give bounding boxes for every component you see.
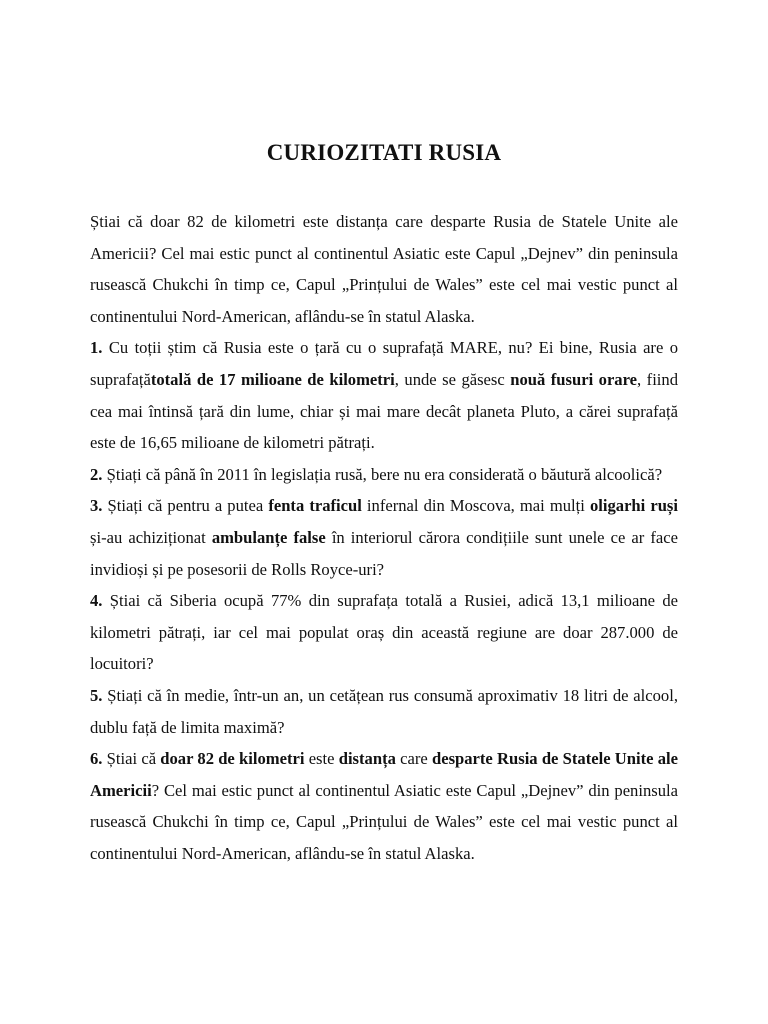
bold-phrase: distanța [338, 749, 396, 769]
item-number: 1. [90, 338, 103, 358]
bold-phrase: nouă fusuri orare [510, 369, 638, 389]
item-number: 6. [90, 749, 103, 769]
bold-phrase: desparte Rusia de Statele Unite ale Americii [90, 749, 678, 800]
bold-phrase: doar 82 de kilometri [160, 749, 305, 769]
item-number: 3. [90, 496, 103, 516]
list-item-5: 5. Știați că în medie, într-un an, un cetățean rus consumă aproximativ 18 litri de alcool, dublu față de limita maximă? [90, 685, 678, 737]
bold-phrase: oligarhi ruși [589, 496, 678, 516]
document-body [90, 206, 678, 869]
document-title: CURIOZITATI RUSIA [266, 140, 502, 165]
bold-phrase: totală de 17 milioane de kilometri [150, 369, 395, 389]
list-item-1: 1. Cu toții știm că Rusia este o țară cu o suprafață MARE, nu? Ei bine, Rusia are o suprafațătotală de 17 milioane de kilometri, unde se găsesc nouă fusuri orare, fiind cea mai întinsă țară din lume, chiar și mai mare decât planeta Pluto, a cărei suprafață este de 16,65 milioane de kilometri pătrați. [90, 338, 679, 453]
item-number: 4. [90, 591, 103, 611]
list-item-2: 2. Știați că până în 2011 în legislația rusă, bere nu era considerată o băutură alcoolică? [90, 464, 663, 484]
bold-phrase: fenta traficul [268, 496, 362, 516]
list-item-6: 6. Știai că doar 82 de kilometri este distanța care desparte Rusia de Statele Unite ale Americii? Cel mai estic punct al continentul Asiatic este Capul „Dejnev” din peninsula rusească Chukchi în timp ce, Capul „Prințului de Wales” este cel mai vestic punct al continentului Nord-American, aflându-se în statul Alaska. [90, 749, 678, 863]
intro-paragraph: Știai că doar 82 de kilometri este distanța care desparte Rusia de Statele Unite ale Americii? Cel mai estic punct al continentul Asiatic este Capul „Dejnev” din peninsula rusească Chukchi în timp ce, Capul „Prințului de Wales” este cel mai vestic punct al continentului Nord-American, aflându-se în statul Alaska. [90, 212, 678, 326]
list-item-4: 4. Știai că Siberia ocupă 77% din suprafața totală a Rusiei, adică 13,1 milioane de kilometri pătrați, iar cel mai populat oraș din această regiune are doar 287.000 de locuitori? [90, 591, 678, 674]
list-item-3: 3. Știați că pentru a putea fenta traficul infernal din Moscova, mai mulți oligarhi ruși și-au achiziționat ambulanțe false în interiorul cărora condițiile sunt unele ce ar face invidioși și pe posesorii de Rolls Royce-uri? [90, 496, 678, 579]
item-number: 2. [90, 464, 103, 484]
bold-phrase: ambulanțe false [211, 527, 326, 547]
item-number: 5. [90, 685, 103, 705]
